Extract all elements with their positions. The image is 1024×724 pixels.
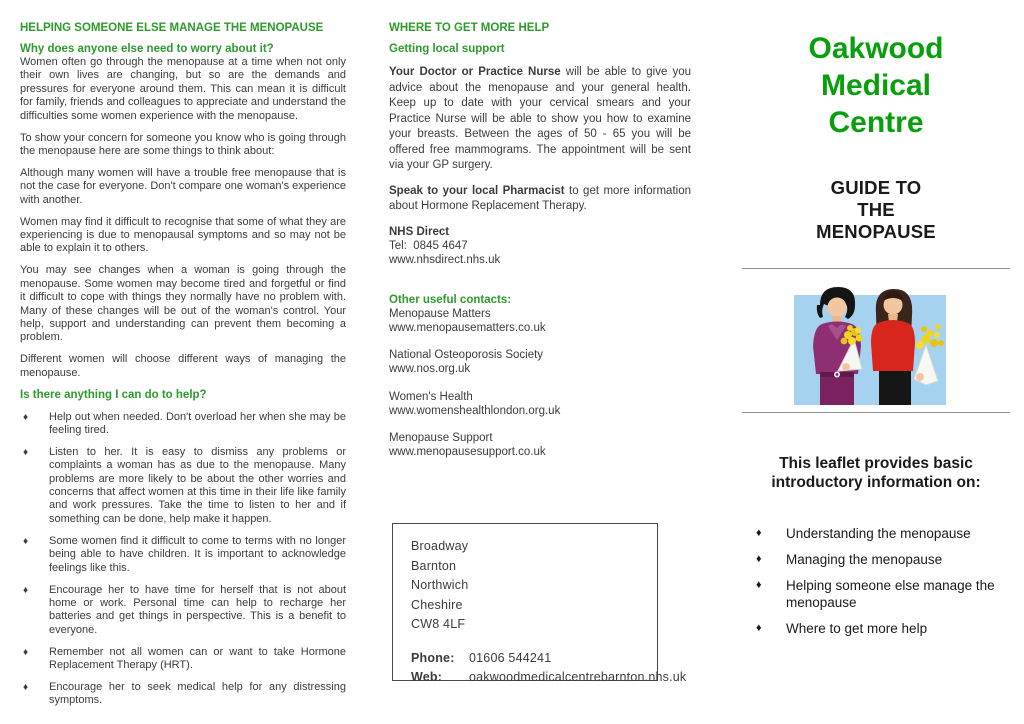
address-line: Cheshire: [411, 597, 463, 612]
contact-url: www.nos.org.uk: [389, 363, 471, 376]
leaflet-title-line: MENOPAUSE: [816, 221, 936, 242]
diamond-bullet-icon: ♦: [23, 681, 29, 693]
list-item: [754, 620, 1010, 637]
contact-entry: [389, 390, 691, 418]
two-women-svg: [780, 283, 972, 411]
contact-url: www.womenshealthlondon.org.uk: [389, 404, 561, 417]
sub-heading-worry: Why does anyone else need to worry about it?: [20, 43, 274, 55]
paragraph: [389, 65, 691, 174]
divider-line: [742, 412, 1010, 413]
list-item: [20, 446, 346, 526]
list-item-text: Encourage her to seek medical help for any distressing symptoms.: [49, 680, 346, 707]
paragraph: To show your concern for someone you know who is going through the menopause here are some things to think about:: [20, 131, 346, 157]
address-line: Northwich: [411, 578, 469, 592]
list-item: [20, 535, 346, 575]
list-item-text: Understanding the menopause: [786, 526, 971, 541]
leaflet-title-line: THE: [857, 199, 895, 220]
paragraph-text: to get more information about Hormone Replacement Therapy.: [389, 184, 691, 212]
address-line: Barnton: [411, 558, 457, 573]
section-heading: WHERE TO GET MORE HELP: [389, 22, 550, 34]
contact-name: NHS Direct: [389, 225, 450, 238]
diamond-bullet-icon: ♦: [23, 411, 29, 423]
diamond-bullet-icon: ♦: [756, 553, 762, 565]
diamond-bullet-icon: ♦: [756, 622, 762, 634]
address-postcode: CW8 4LF: [411, 617, 466, 631]
panel-more-help: [389, 22, 691, 472]
contact-entry: [389, 348, 691, 376]
list-item-text: Some women find it difficult to come to terms with no longer being able to have children. It is important to acknowledge feelings like this.: [49, 534, 346, 574]
list-item: [754, 551, 1010, 568]
paragraph: You may see changes when a woman is going through the menopause. Some women may become tired and forgetful or find it difficult to cope with things they normally have no problem with. Many of these changes will be out of the woman's control. Your help, support and understanding can prevent them becoming a problem.: [20, 264, 346, 344]
contact-url: www.menopausesupport.co.uk: [389, 446, 546, 459]
list-item-text: Helping someone else manage the menopause: [786, 578, 995, 610]
contact-url: www.menopausematters.co.uk: [389, 321, 546, 334]
section-heading: HELPING SOMEONE ELSE MANAGE THE MENOPAUSE: [20, 22, 324, 34]
paragraph-text: will be able to give you advice about the menopause and your general health. Keep up to date with your cervical smears and your Practice Nurse will be able to show you how to examine your breasts. Between the ages of 50 - 65 you will be offered free mammograms. The appointment will be sent via your GP surgery.: [389, 66, 691, 171]
paragraph: Women may find it difficult to recognise that some of what they are experiencing is due to menopausal symptoms and so may not be able to explain it to others.: [20, 215, 346, 255]
paragraph: Women often go through the menopause at a time when not only their own lives are changing, but so are the demands and pressures for everyone around them. This can mean it is difficult for family, friends and colleagues to appreciate and understand the difficulties some women experience with the menopause.: [20, 56, 346, 122]
diamond-bullet-icon: ♦: [23, 446, 29, 458]
list-item-text: Managing the menopause: [786, 552, 943, 567]
address-line: Broadway: [411, 539, 469, 553]
practice-title-line: Oakwood: [808, 32, 944, 65]
phone-row: [411, 649, 647, 669]
paragraph: Different women will choose different ways of managing the menopause.: [20, 353, 346, 379]
two-women-illustration: [742, 283, 1010, 411]
diamond-bullet-icon: ♦: [756, 579, 762, 591]
list-item-text: Help out when needed. Don't overload her when she may be feeling tired.: [49, 410, 346, 436]
contact-entry: [389, 307, 691, 335]
sub-heading-other-contacts: Other useful contacts:: [389, 293, 512, 306]
contact-name: Menopause Matters: [389, 307, 491, 320]
practice-title-line: Medical: [820, 69, 932, 102]
list-item: [20, 681, 346, 708]
contact-entry: [389, 431, 691, 459]
panel-helping-someone: [20, 22, 346, 716]
diamond-bullet-icon: ♦: [23, 584, 29, 596]
topics-list: [742, 525, 1010, 646]
practice-title-line: Centre: [828, 106, 924, 139]
practice-address-box: [392, 523, 687, 684]
web-label: Web:: [411, 670, 443, 684]
panel-cover: [742, 22, 1010, 712]
contact-name: National Osteoporosis Society: [389, 349, 544, 362]
list-item: [754, 577, 1010, 611]
leaflet-title-line: GUIDE TO: [830, 177, 922, 198]
leaflet-title: [742, 177, 1010, 243]
list-item: [20, 646, 346, 673]
diamond-bullet-icon: ♦: [23, 535, 29, 547]
paragraph: Although many women will have a trouble free menopause that is not the case for everyone. Don't compare one woman's experience with another.: [20, 166, 346, 206]
web-row: [411, 668, 687, 688]
contact-phone: Tel: 0845 4647: [389, 239, 468, 252]
list-item-text: Listen to her. It is easy to dismiss any problems or complaints a woman has as due to the menopause. Many problems are more likely to be about the other worries and concerns that affect women at this time in their life like family and work pressures. Take the time to listen to her and if something can be done, help make it happen.: [49, 445, 346, 525]
diamond-bullet-icon: ♦: [23, 646, 29, 658]
list-item: [20, 584, 346, 638]
contact-url: www.nhsdirect.nhs.uk: [389, 254, 501, 267]
leaflet-intro-text: This leaflet provides basic introductory information on:: [771, 455, 981, 491]
paragraph: [389, 184, 691, 215]
list-item: [20, 411, 346, 438]
nhs-direct-contact: [389, 225, 691, 268]
phone-label: Phone:: [411, 650, 455, 665]
contact-name: Menopause Support: [389, 431, 493, 444]
practice-title: [742, 30, 1010, 141]
phone-number: 01606 544241: [469, 650, 552, 665]
list-item-text: Encourage her to have time for herself that is not about home or work. Personal time can help to recharge her batteries and get things in perspective. This is a benefit to everyone.: [49, 583, 346, 636]
bold-lead: Speak to your local Pharmacist: [389, 184, 565, 197]
divider-line: [742, 268, 1010, 269]
contact-name: Women's Health: [389, 390, 473, 403]
list-item-text: Where to get more help: [786, 621, 928, 636]
sub-heading-help: Is there anything I can do to help?: [20, 388, 207, 401]
list-item: [754, 525, 1010, 542]
spacer: [389, 268, 691, 294]
bold-lead: Your Doctor or Practice Nurse: [389, 66, 561, 78]
diamond-bullet-icon: ♦: [756, 527, 762, 539]
list-item-text: Remember not all women can or want to take Hormone Replacement Therapy (HRT).: [49, 645, 346, 672]
sub-heading-local-support: Getting local support: [389, 43, 505, 55]
web-address: oakwoodmedicalcentrebarnton.nhs.uk: [469, 670, 687, 684]
